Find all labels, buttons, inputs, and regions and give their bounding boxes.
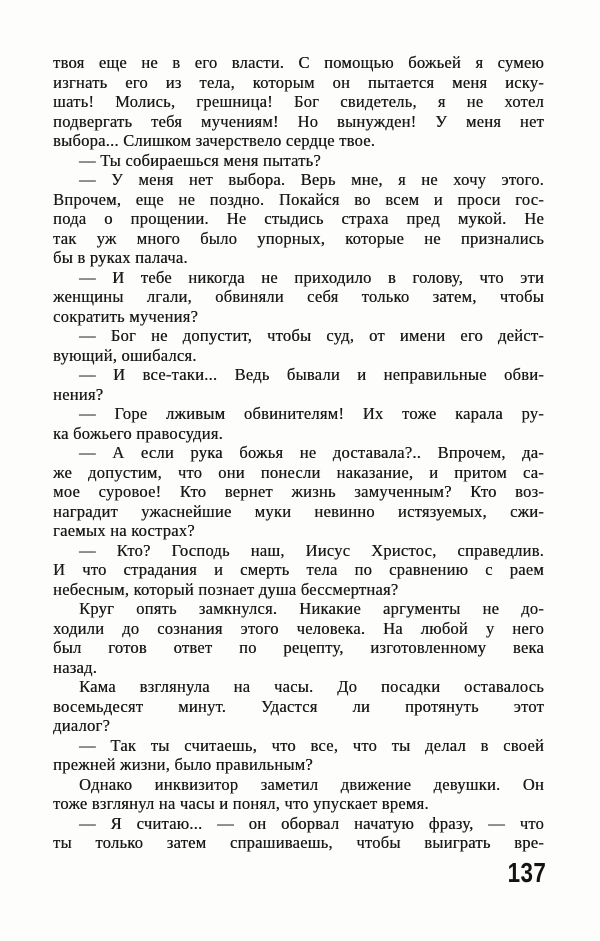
text-line: сократить мучения? — [53, 306, 199, 326]
text-line: изгнать его из тела, которым он пытается меня иску- — [53, 72, 544, 92]
text-line: ка божьего правосудия. — [53, 423, 223, 443]
text-line: мое суровое! Кто вернет жизнь замученным? Кто воз- — [53, 482, 544, 501]
text-line: же допустим, что они понесли наказание, и притом са- — [53, 462, 544, 482]
text-line: — И тебе никогда не приходило в голову, что эти — [79, 267, 544, 287]
text-line: прежней жизни, было правильным? — [53, 755, 313, 774]
page-number: 137 — [507, 857, 546, 888]
text-line: гаемых на кострах? — [53, 521, 195, 540]
text-line: наградит ужаснейшие муки невинно истязуемых, сжи- — [53, 501, 544, 521]
text-line: Круг опять замкнулся. Никакие аргументы не до- — [79, 599, 544, 618]
text-line: Кама взглянула на часы. До посадки оставалось — [79, 677, 544, 696]
text-line: твоя еще не в его власти. С помощью божьей я сумею — [53, 53, 544, 72]
text-line: диалог? — [53, 716, 111, 735]
text-line: нения? — [53, 384, 104, 404]
text-line: шать! Молись, грешница! Бог свидетель, я не хотел — [53, 92, 544, 111]
page-text — [53, 53, 544, 853]
text-line: — А если рука божья не доставала?.. Впрочем, да- — [79, 443, 544, 462]
text-line: был готов ответ по рецепту, изготовленному века — [53, 638, 544, 657]
text-line: И что страдания и смерть тела по сравнению с раем — [53, 560, 544, 579]
text-line: — У меня нет выбора. Верь мне, я не хочу этого. — [79, 170, 544, 189]
text-line: пода о прощении. Не стыдись страха пред мукой. Не — [53, 209, 544, 228]
text-line: — Горе лживым обвинителям! Их тоже карала ру- — [79, 404, 544, 423]
text-line: ходили до сознания этого человека. На любой у него — [53, 618, 544, 638]
text-line: — Бог не допустит, чтобы суд, от имени его дейст- — [79, 326, 544, 345]
text-line: женщины лгали, обвиняли себя только затем, чтобы — [53, 287, 544, 306]
text-line: так уж много было упорных, которые не признались — [53, 228, 544, 248]
text-line: — И все-таки... Ведь бывали и неправильные обви- — [79, 365, 544, 384]
text-line: бы в руках палача. — [53, 248, 188, 267]
text-line: Однако инквизитор заметил движение девушки. Он — [79, 774, 544, 794]
text-line: — Так ты считаешь, что все, что ты делал в своей — [79, 735, 544, 755]
text-line: — Ты собираешься меня пытать? — [79, 150, 321, 170]
text-line: восемьдесят минут. Удастся ли протянуть этот — [53, 696, 544, 716]
text-line: выбора... Слишком зачерствело сердце твое. — [53, 131, 376, 150]
text-line: — Кто? Господь наш, Иисус Христос, справедлив. — [79, 540, 544, 560]
text-line: назад. — [53, 657, 98, 677]
text-line: ты только затем спрашиваешь, чтобы выиграть вре- — [53, 833, 544, 852]
text-line: тоже взглянул на часы и понял, что упускает время. — [53, 794, 429, 813]
text-line: небесным, который познает душа бессмертная? — [53, 579, 399, 599]
text-line: — Я считаю... — он оборвал начатую фразу, — что — [79, 813, 544, 833]
text-line: вующий, ошибался. — [53, 345, 197, 365]
text-line: Впрочем, еще не поздно. Покайся во всем и проси гос- — [53, 189, 544, 209]
text-line: подвергать тебя мучениям! Но вынужден! У меня нет — [53, 111, 544, 131]
